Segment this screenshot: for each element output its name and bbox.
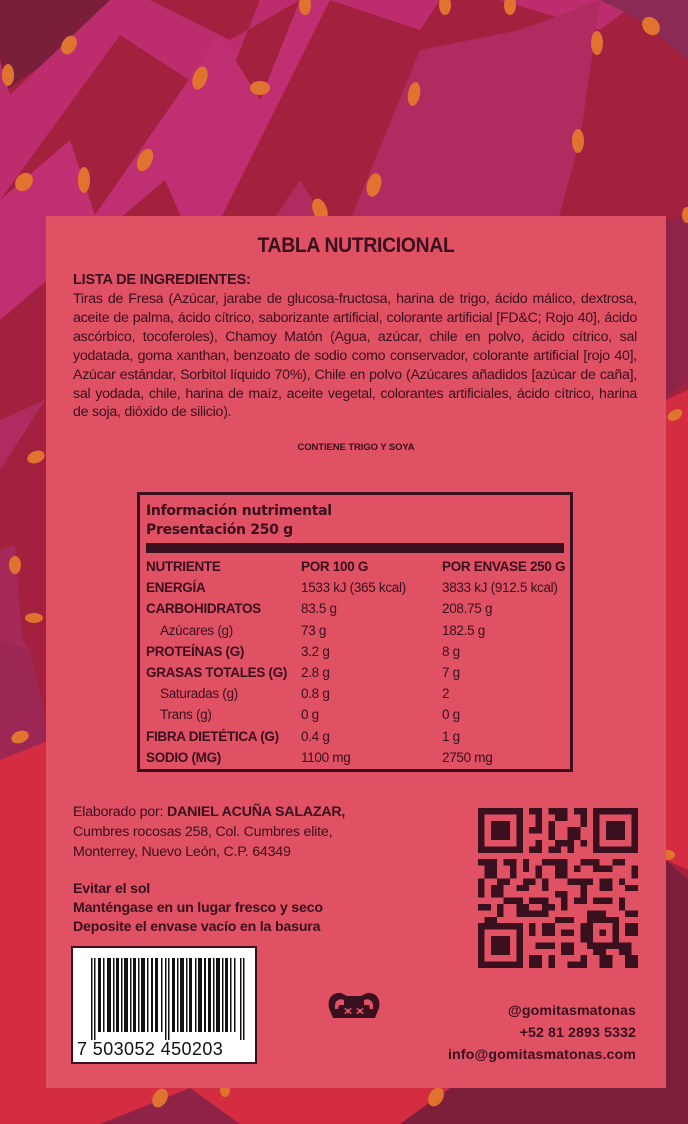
nutrient-per-100g: 0.4 g	[301, 728, 330, 744]
nutrient-per-pack: 0 g	[442, 707, 460, 723]
serving-size: Presentación 250 g	[146, 522, 293, 538]
nutrient-name: Saturadas (g)	[160, 686, 238, 702]
nutrient-per-pack: 7 g	[442, 664, 460, 680]
barcode-bars-icon	[91, 958, 247, 1040]
nutrient-per-100g: 0.8 g	[301, 686, 330, 702]
nutrient-per-pack: 182.5 g	[442, 622, 485, 638]
barcode-number: 7 503052 450203	[77, 1039, 224, 1059]
nutrition-heading: Información nutrimental	[146, 503, 332, 519]
nutrition-facts-table	[137, 492, 573, 772]
storage-warnings	[73, 880, 323, 937]
table-row	[146, 748, 564, 769]
nutrient-per-100g: 83.5 g	[301, 601, 337, 617]
warning-disposal: Deposite el envase vacío en la basura	[73, 919, 321, 935]
nutrition-rows	[146, 557, 564, 769]
nutrient-per-100g: 73 g	[301, 622, 327, 638]
ingredients-text: Tiras de Fresa (Azúcar, jarabe de glucosa-fructosa, harina de trigo, ácido málico, dextrosa, aceite de palma, ácido cítrico, saborizante artificial, colorante artificial [FD&C; Rojo 40], ácido ascórbico, tocoferoles), Chamoy Matón (Agua, azúcar, chile en polvo, ácido cítrico, sal yodatada, goma xanthan, benzoato de sodio como conservador, colorante artificial [rojo 40], Azúcar estándar, Sorbitol líquido 70%), Chile en polvo (Azúcares añadidos [azúcar de caña], sal yodada, chile, harina de maíz, aceite vegetal, colorantes artificiales, ácido cítrico, harina de soja, dióxido de silicio).	[73, 291, 637, 421]
gummy-mascot-icon	[325, 988, 383, 1022]
nutrient-per-pack: 8 g	[442, 643, 460, 659]
table-row	[146, 621, 564, 642]
phone-link[interactable]: +52 81 2893 5332	[519, 1025, 636, 1041]
allergen-notice: CONTIENE TRIGO Y SOYA	[297, 442, 415, 453]
table-row	[146, 599, 564, 620]
ingredients-heading: LISTA DE INGREDIENTES:	[73, 272, 251, 288]
nutrient-name: FIBRA DIETÉTICA (G)	[146, 728, 279, 744]
nutrient-per-pack: 208.75 g	[442, 601, 493, 617]
address-line-2: Monterrey, Nuevo León, C.P. 64349	[73, 844, 291, 860]
column-header-per-100g: POR 100 G	[301, 559, 369, 574]
table-row	[146, 578, 564, 599]
nutrient-name: GRASAS TOTALES (G)	[146, 664, 288, 680]
table-row	[146, 705, 564, 726]
nutrient-per-pack: 1 g	[442, 728, 460, 744]
barcode	[71, 946, 257, 1064]
table-row	[146, 684, 564, 705]
table-header-row	[146, 557, 564, 578]
warning-sun: Evitar el sol	[73, 881, 151, 897]
nutrient-name: SODIO (MG)	[146, 749, 221, 765]
nutrition-label-panel	[46, 216, 666, 1088]
column-header-per-pack: POR ENVASE 250 G	[442, 559, 566, 574]
manufacturer-line	[73, 802, 345, 822]
manufacturer-name: DANIEL ACUÑA SALAZAR,	[167, 804, 346, 820]
nutrient-per-pack: 2	[442, 686, 450, 702]
email-link[interactable]: info@gomitasmatonas.com	[448, 1047, 636, 1063]
nutrient-per-100g: 0 g	[301, 707, 319, 723]
manufacturer-label: Elaborado por:	[73, 804, 164, 820]
nutrient-per-100g: 2.8 g	[301, 664, 330, 680]
nutrient-per-100g: 1100 mg	[301, 749, 351, 765]
address-line-1: Cumbres rocosas 258, Col. Cumbres elite,	[73, 824, 333, 840]
column-header-nutrient: NUTRIENTE	[146, 559, 221, 574]
manufacturer-info	[73, 802, 345, 862]
page-title: TABLA NUTRICIONAL	[257, 234, 455, 257]
nutrient-name: PROTEÍNAS (G)	[146, 643, 245, 659]
nutrient-name: Azúcares (g)	[160, 622, 233, 638]
heading-divider-bar	[146, 543, 564, 553]
social-handle-link[interactable]: @gomitasmatonas	[507, 1003, 636, 1019]
nutrient-per-100g: 1533 kJ (365 kcal)	[301, 580, 406, 596]
nutrient-per-pack: 2750 mg	[442, 749, 493, 765]
warning-storage: Manténgase en un lugar fresco y seco	[73, 900, 323, 916]
table-row	[146, 663, 564, 684]
table-row	[146, 727, 564, 748]
nutrient-per-100g: 3.2 g	[301, 643, 330, 659]
nutrient-per-pack: 3833 kJ (912.5 kcal)	[442, 580, 558, 596]
qr-code-icon[interactable]	[478, 808, 638, 968]
nutrient-name: Trans (g)	[160, 707, 212, 723]
contact-info	[448, 1000, 636, 1066]
table-row	[146, 642, 564, 663]
nutrient-name: CARBOHIDRATOS	[146, 601, 261, 617]
nutrient-name: ENERGÍA	[146, 580, 206, 596]
